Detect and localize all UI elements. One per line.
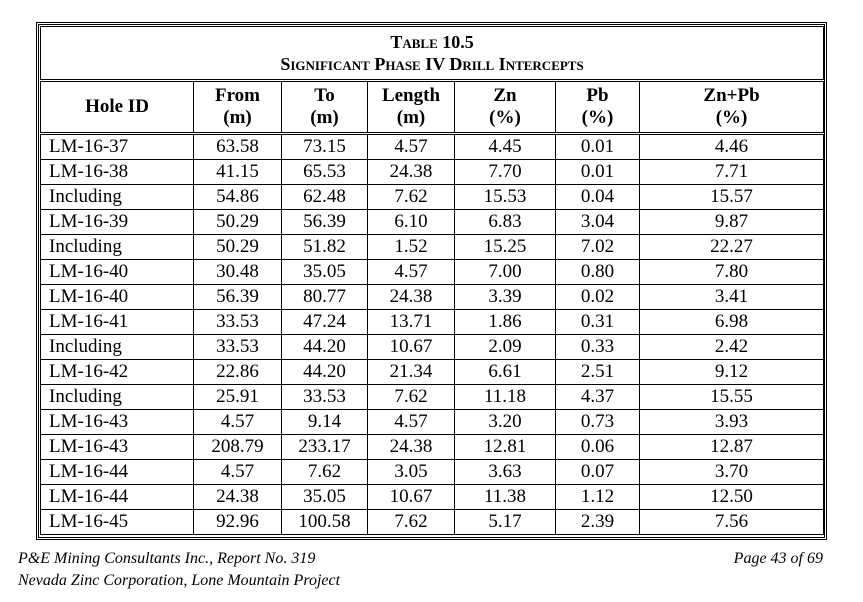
table-cell: LM-16-43 — [41, 435, 194, 460]
table-caption: Significant Phase IV Drill Intercepts — [280, 54, 584, 74]
table-cell: 0.01 — [556, 160, 640, 185]
table-cell: 11.18 — [455, 385, 556, 410]
column-header-unit: (m) — [396, 107, 426, 128]
table-cell: 44.20 — [282, 335, 368, 360]
table-cell: Including — [41, 385, 194, 410]
column-header-unit: (m) — [310, 107, 339, 128]
table-row — [41, 235, 824, 260]
table-cell: LM-16-44 — [41, 460, 194, 485]
column-header-name: Pb — [586, 85, 609, 106]
table-row — [41, 435, 824, 460]
table-cell: 7.00 — [455, 260, 556, 285]
table-cell: 13.71 — [368, 310, 455, 335]
table-cell: 10.67 — [368, 485, 455, 510]
table-cell: 73.15 — [282, 134, 368, 160]
column-header — [556, 81, 640, 134]
table-cell: 4.57 — [194, 460, 282, 485]
column-header-unit: (%) — [581, 107, 614, 128]
table-cell: 50.29 — [194, 210, 282, 235]
table-title — [41, 27, 824, 81]
table-cell: 47.24 — [282, 310, 368, 335]
table-cell: 24.38 — [368, 160, 455, 185]
table-row — [41, 260, 824, 285]
table-cell: 2.42 — [640, 335, 824, 360]
table-cell: 15.25 — [455, 235, 556, 260]
table-cell: 7.62 — [368, 385, 455, 410]
footer-left — [18, 548, 340, 592]
table-cell: 7.71 — [640, 160, 824, 185]
table-cell: 0.07 — [556, 460, 640, 485]
table-cell: 25.91 — [194, 385, 282, 410]
page-number: Page 43 of 69 — [733, 550, 823, 567]
table-cell: LM-16-42 — [41, 360, 194, 385]
table-cell: 1.52 — [368, 235, 455, 260]
report-line: P&E Mining Consultants Inc., Report No. 319 — [18, 550, 316, 567]
column-header — [282, 81, 368, 134]
table-cell: 4.46 — [640, 134, 824, 160]
table-cell: 56.39 — [282, 210, 368, 235]
table-cell: 0.02 — [556, 285, 640, 310]
table-cell: LM-16-39 — [41, 210, 194, 235]
table-cell: 100.58 — [282, 510, 368, 535]
table-number: Table 10.5 — [390, 32, 474, 52]
table-cell: 0.80 — [556, 260, 640, 285]
table-cell: Including — [41, 235, 194, 260]
table-cell: 50.29 — [194, 235, 282, 260]
table-cell: 3.70 — [640, 460, 824, 485]
table-cell: 80.77 — [282, 285, 368, 310]
column-header — [194, 81, 282, 134]
header-row — [41, 81, 824, 134]
table-cell: LM-16-41 — [41, 310, 194, 335]
table-cell: 30.48 — [194, 260, 282, 285]
table-cell: 0.33 — [556, 335, 640, 360]
table-row — [41, 210, 824, 235]
table-cell: 6.98 — [640, 310, 824, 335]
column-header — [640, 81, 824, 134]
table-row — [41, 185, 824, 210]
table-cell: 3.41 — [640, 285, 824, 310]
table-row — [41, 360, 824, 385]
table-cell: 4.37 — [556, 385, 640, 410]
table-row — [41, 485, 824, 510]
table-cell: LM-16-43 — [41, 410, 194, 435]
table-cell: Including — [41, 335, 194, 360]
table-cell: 2.09 — [455, 335, 556, 360]
table-row — [41, 385, 824, 410]
column-header-name: Length — [381, 85, 441, 106]
table-cell: LM-16-44 — [41, 485, 194, 510]
table-cell: 7.02 — [556, 235, 640, 260]
table-cell: 22.27 — [640, 235, 824, 260]
table-cell: 0.73 — [556, 410, 640, 435]
table-cell: 12.81 — [455, 435, 556, 460]
table-row — [41, 460, 824, 485]
table-cell: 3.04 — [556, 210, 640, 235]
table-cell: 15.53 — [455, 185, 556, 210]
column-header-name: Zn — [493, 85, 517, 106]
column-header-unit: (%) — [489, 107, 521, 128]
table-cell: 15.55 — [640, 385, 824, 410]
table-cell: 3.05 — [368, 460, 455, 485]
table-cell: 7.56 — [640, 510, 824, 535]
project-line: Nevada Zinc Corporation, Lone Mountain Project — [18, 572, 341, 589]
table-cell: 4.45 — [455, 134, 556, 160]
table-row — [41, 335, 824, 360]
table-cell: 35.05 — [282, 260, 368, 285]
table-cell: 44.20 — [282, 360, 368, 385]
table-cell: 0.06 — [556, 435, 640, 460]
column-header-name: Hole ID — [85, 96, 149, 117]
table-cell: 1.12 — [556, 485, 640, 510]
table-cell: 0.04 — [556, 185, 640, 210]
column-header — [455, 81, 556, 134]
table-row — [41, 285, 824, 310]
column-header — [368, 81, 455, 134]
table-cell: 2.39 — [556, 510, 640, 535]
table-cell: 21.34 — [368, 360, 455, 385]
table-cell: 41.15 — [194, 160, 282, 185]
table-cell: 12.50 — [640, 485, 824, 510]
table-cell: 10.67 — [368, 335, 455, 360]
table-cell: 1.86 — [455, 310, 556, 335]
table-row — [41, 160, 824, 185]
table-cell: 7.80 — [640, 260, 824, 285]
table-cell: 56.39 — [194, 285, 282, 310]
table-cell: 33.53 — [194, 335, 282, 360]
table-cell: 2.51 — [556, 360, 640, 385]
table-cell: 92.96 — [194, 510, 282, 535]
table-body — [41, 134, 824, 535]
table-cell: 54.86 — [194, 185, 282, 210]
table-row — [41, 410, 824, 435]
table-cell: 7.70 — [455, 160, 556, 185]
table-cell: LM-16-40 — [41, 260, 194, 285]
table-cell: 6.10 — [368, 210, 455, 235]
table-cell: 0.01 — [556, 134, 640, 160]
table-cell: 7.62 — [282, 460, 368, 485]
table-cell: 7.62 — [368, 510, 455, 535]
column-header-unit: (%) — [715, 107, 748, 128]
table-cell: LM-16-45 — [41, 510, 194, 535]
table-cell: 9.14 — [282, 410, 368, 435]
table-cell: 3.93 — [640, 410, 824, 435]
table-cell: 24.38 — [368, 435, 455, 460]
column-header-name: From — [214, 85, 261, 106]
table-cell: 65.53 — [282, 160, 368, 185]
table-row — [41, 310, 824, 335]
table-cell: 4.57 — [368, 410, 455, 435]
table-cell: 12.87 — [640, 435, 824, 460]
table-cell: 9.12 — [640, 360, 824, 385]
table-cell: 51.82 — [282, 235, 368, 260]
table-cell: 6.61 — [455, 360, 556, 385]
table-cell: 6.83 — [455, 210, 556, 235]
table-cell: LM-16-37 — [41, 134, 194, 160]
table-row — [41, 510, 824, 535]
table-cell: 24.38 — [368, 285, 455, 310]
table-cell: 24.38 — [194, 485, 282, 510]
table-cell: 0.31 — [556, 310, 640, 335]
table-cell: 3.63 — [455, 460, 556, 485]
column-header — [41, 81, 194, 134]
table-cell: 4.57 — [194, 410, 282, 435]
column-header-name: To — [314, 85, 335, 106]
table-cell: 7.62 — [368, 185, 455, 210]
table-cell: 22.86 — [194, 360, 282, 385]
table-cell: Including — [41, 185, 194, 210]
table-cell: LM-16-40 — [41, 285, 194, 310]
table-row — [41, 134, 824, 160]
table-cell: 4.57 — [368, 134, 455, 160]
table-cell: LM-16-38 — [41, 160, 194, 185]
table-cell: 62.48 — [282, 185, 368, 210]
table-cell: 233.17 — [282, 435, 368, 460]
table-cell: 5.17 — [455, 510, 556, 535]
column-header-name: Zn+Pb — [703, 85, 760, 106]
table-cell: 63.58 — [194, 134, 282, 160]
table-cell: 3.39 — [455, 285, 556, 310]
table-cell: 33.53 — [282, 385, 368, 410]
drill-intercepts-table — [40, 26, 824, 535]
table-cell: 9.87 — [640, 210, 824, 235]
table-cell: 3.20 — [455, 410, 556, 435]
table-cell: 208.79 — [194, 435, 282, 460]
column-header-unit: (m) — [223, 107, 252, 128]
table-cell: 33.53 — [194, 310, 282, 335]
table-cell: 11.38 — [455, 485, 556, 510]
table-cell: 15.57 — [640, 185, 824, 210]
table-cell: 35.05 — [282, 485, 368, 510]
table-cell: 4.57 — [368, 260, 455, 285]
